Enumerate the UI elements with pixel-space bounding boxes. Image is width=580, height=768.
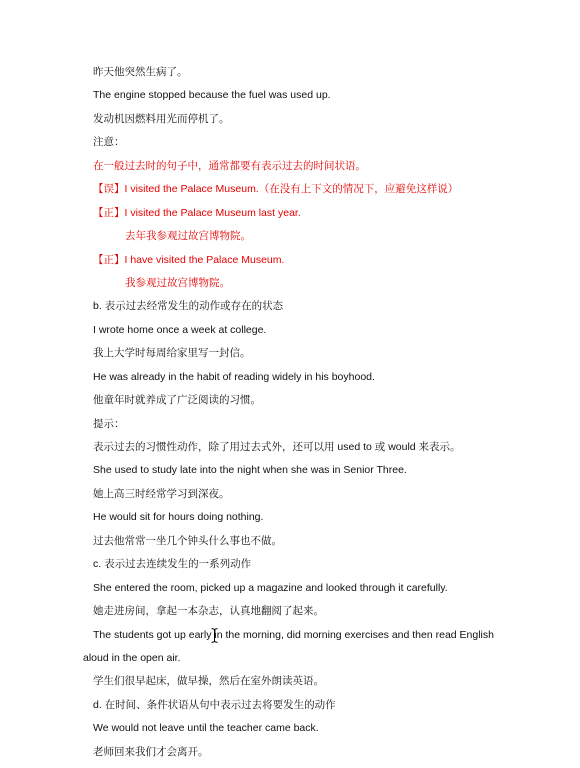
chinese-translation: 我参观过故宫博物院。 xyxy=(125,276,230,289)
chinese-translation: 我上大学时每周给家里写一封信。 xyxy=(93,347,251,360)
section-heading: c. 表示过去连续发生的一系列动作 xyxy=(93,558,252,571)
correct-example: 【正】I have visited the Palace Museum. xyxy=(93,253,285,266)
chinese-translation: 去年我参观过故宫博物院。 xyxy=(125,230,251,243)
note-heading: 注意： xyxy=(93,136,125,149)
chinese-translation: 发动机因燃料用光而停机了。 xyxy=(93,112,230,125)
example-sentence: The students got up early in the morning, did morning exercises and then read English xyxy=(93,628,494,641)
chinese-translation: 昨天他突然生病了。 xyxy=(93,66,188,78)
incorrect-example: 【误】I visited the Palace Museum.（在没有上下文的情况下，应避免这样说） xyxy=(93,183,459,196)
note-text: 在一般过去时的句子中，通常都要有表示过去的时间状语。 xyxy=(93,159,366,172)
section-heading: d. 在时间、条件状语从句中表示过去将要发生的动作 xyxy=(93,698,336,711)
chinese-translation: 过去他常常一坐几个钟头什么事也不做。 xyxy=(93,534,282,547)
chinese-translation: 她走进房间，拿起一本杂志，认真地翻阅了起来。 xyxy=(93,605,324,618)
tip-heading: 提示： xyxy=(93,417,125,430)
example-sentence: He was already in the habit of reading widely in his boyhood. xyxy=(93,370,375,383)
example-sentence: She used to study late into the night when she was in Senior Three. xyxy=(93,464,407,477)
example-sentence-continued: aloud in the open air. xyxy=(83,651,181,664)
section-heading: b. 表示过去经常发生的动作或存在的状态 xyxy=(93,300,284,313)
example-sentence: He would sit for hours doing nothing. xyxy=(93,511,264,524)
correct-example: 【正】I visited the Palace Museum last year. xyxy=(93,206,301,219)
example-sentence-line xyxy=(0,624,580,647)
tip-text: 表示过去的习惯性动作，除了用过去式外，还可以用 used to 或 would 来表示。 xyxy=(93,441,461,453)
text-cursor-icon xyxy=(211,628,218,643)
example-sentence: I wrote home once a week at college. xyxy=(93,323,267,336)
chinese-translation: 他童年时就养成了广泛阅读的习惯。 xyxy=(93,394,261,407)
example-sentence: We would not leave until the teacher came back. xyxy=(93,722,319,735)
example-sentence: She entered the room, picked up a magazine and looked through it carefully. xyxy=(93,581,448,594)
chinese-translation: 她上高三时经常学习到深夜。 xyxy=(93,487,230,500)
document-page xyxy=(0,61,580,764)
example-sentence: The engine stopped because the fuel was used up. xyxy=(93,89,331,102)
chinese-translation: 老师回来我们才会离开。 xyxy=(93,745,209,758)
chinese-translation: 学生们很早起床，做早操，然后在室外朗读英语。 xyxy=(93,675,324,688)
